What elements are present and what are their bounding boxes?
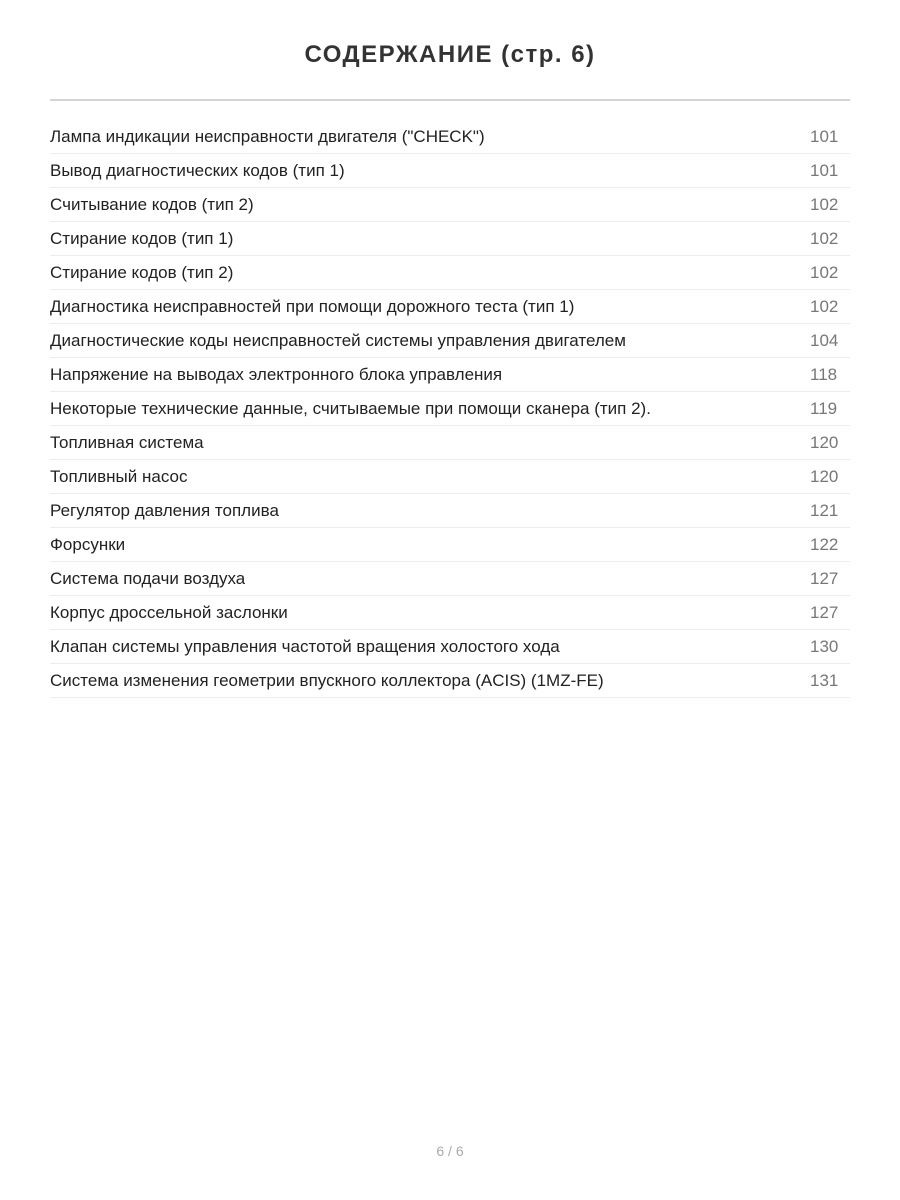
toc-entry-page: 120 — [810, 433, 839, 452]
toc-entry-title: Напряжение на выводах электронного блока управления — [50, 365, 503, 384]
toc-row[interactable] — [50, 256, 850, 290]
toc-entry-page: 127 — [810, 603, 839, 622]
page-title: СОДЕРЖАНИЕ (стр. 6) — [304, 41, 596, 68]
toc-entry-page: 102 — [810, 195, 839, 214]
toc-entry-page: 130 — [810, 637, 839, 656]
toc-entry-page: 127 — [810, 569, 839, 588]
toc-entry-title: Лампа индикации неисправности двигателя ("CHECK") — [50, 127, 485, 146]
toc-entry-page: 104 — [810, 331, 839, 350]
toc-entry-page: 118 — [810, 365, 838, 384]
toc-entry-title: Стирание кодов (тип 2) — [50, 263, 234, 282]
toc-row[interactable] — [50, 222, 850, 256]
toc-entry-page: 102 — [810, 229, 839, 248]
toc-entry-title: Стирание кодов (тип 1) — [50, 229, 234, 248]
toc-entry-title: Топливная система — [50, 433, 204, 452]
toc-entry-title: Система подачи воздуха — [50, 569, 246, 588]
toc-entry-title: Диагностические коды неисправностей системы управления двигателем — [50, 331, 626, 350]
toc-row[interactable] — [50, 324, 850, 358]
toc-row[interactable] — [50, 154, 850, 188]
toc-entry-page: 101 — [810, 161, 839, 180]
toc-entry-page: 101 — [810, 127, 839, 146]
toc-entry-page: 102 — [810, 297, 839, 316]
toc-row[interactable] — [50, 460, 850, 494]
toc-entry-title: Некоторые технические данные, считываемые при помощи сканера (тип 2). — [50, 399, 651, 418]
toc-row[interactable] — [50, 664, 850, 698]
toc-row[interactable] — [50, 562, 850, 596]
toc-entry-title: Корпус дроссельной заслонки — [50, 603, 288, 622]
title-divider — [50, 99, 850, 101]
toc-entry-title: Считывание кодов (тип 2) — [50, 195, 254, 214]
toc-entry-page: 121 — [810, 501, 839, 520]
toc-entry-page: 119 — [810, 399, 838, 418]
toc-entry-page: 131 — [810, 671, 839, 690]
toc-entry-title: Регулятор давления топлива — [50, 501, 279, 520]
toc-row[interactable] — [50, 188, 850, 222]
toc-row[interactable] — [50, 290, 850, 324]
toc-entry-title: Топливный насос — [50, 467, 188, 486]
toc-entry-title: Форсунки — [50, 535, 126, 554]
toc-entry-title: Диагностика неисправностей при помощи дорожного теста (тип 1) — [50, 297, 575, 316]
toc-entry-title: Клапан системы управления частотой вращения холостого хода — [50, 637, 560, 656]
toc-entry-page: 122 — [810, 535, 839, 554]
page-number: 6 / 6 — [436, 1143, 464, 1159]
toc-row[interactable] — [50, 494, 850, 528]
toc-row[interactable] — [50, 426, 850, 460]
toc-entry-title: Вывод диагностических кодов (тип 1) — [50, 161, 345, 180]
toc-row[interactable] — [50, 120, 850, 154]
toc-entry-page: 102 — [810, 263, 839, 282]
toc-row[interactable] — [50, 528, 850, 562]
toc-entry-title: Система изменения геометрии впускного коллектора (ACIS) (1MZ-FE) — [50, 671, 604, 690]
toc-row[interactable] — [50, 630, 850, 664]
toc-row[interactable] — [50, 596, 850, 630]
toc-row[interactable] — [50, 392, 850, 426]
toc-row[interactable] — [50, 358, 850, 392]
table-of-contents — [50, 120, 850, 698]
toc-entry-page: 120 — [810, 467, 839, 486]
